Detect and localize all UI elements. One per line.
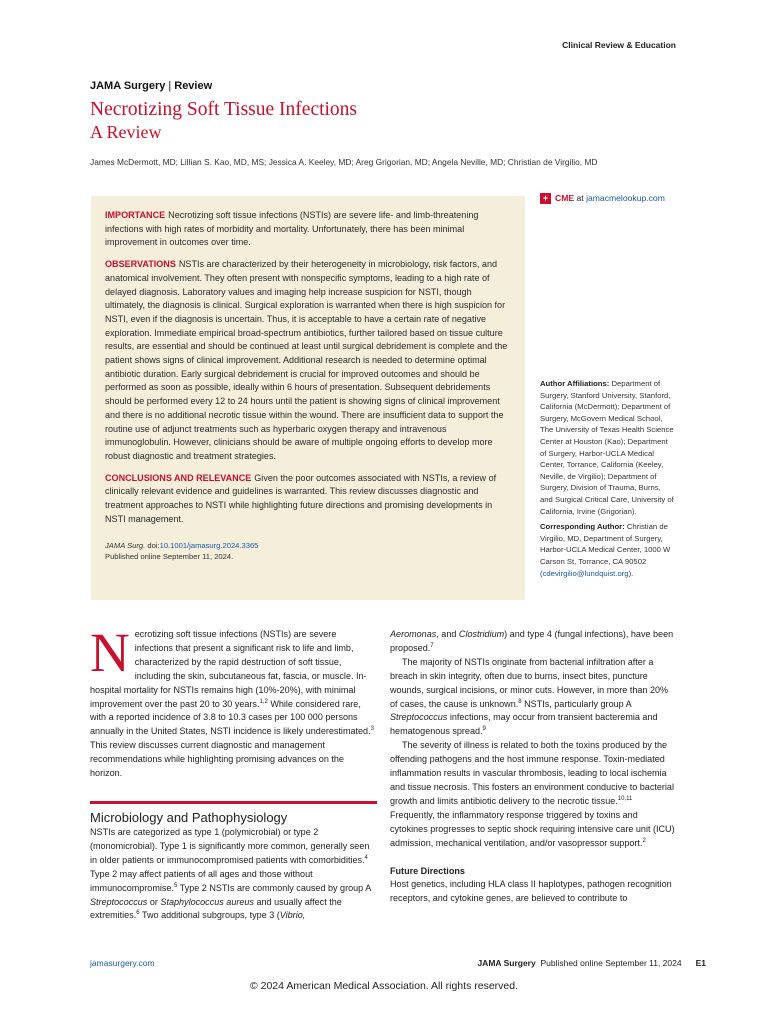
author-list: James McDermott, MD; Lillian S. Kao, MD, MS; Jessica A. Keeley, MD; Areg Grigorian, MD; Angela Neville, MD; Christian de Virgilio, MD [90, 157, 598, 167]
ref-marker: 9 [482, 726, 486, 733]
citation-doi-link[interactable]: 10.1001/jamasurg.2024.3365 [159, 541, 259, 551]
ref-marker: 8 [518, 698, 522, 705]
intro-text: ecrotizing soft tissue infections (NSTIs) are severe infections that present a significant risk to life and limb, characterized by the rapid destruction of soft tissue, including the skin, subcutaneous fat, fascia, or muscle. In-hospital mortality for NSTIs remains high (10%-20%), with minimal improvement over the past 20 to 30 years. [90, 629, 367, 709]
col2-text-1: The majority of NSTIs originate from bacterial infiltration after a breach in skin integrity, often due to burns, insect bites, puncture wounds, surgical incisions, or minor cuts. However, in more than 20% of cases, the cause is unknown. [390, 656, 669, 709]
cme-label: CME [555, 193, 575, 203]
footer-site-link[interactable]: jamasurgery.com [90, 958, 155, 968]
cme-url[interactable]: jamacmelookup.com [586, 193, 665, 203]
article-title: Necrotizing Soft Tissue Infections [90, 99, 358, 120]
journal-name: JAMA Surgery [90, 80, 166, 92]
conclusions-text: Given the poor outcomes associated with NSTIs, a review of clinically relevant evidence and guidelines is warranted. This review discusses diagnostic and treatment approaches to NSTI while highlighting future directions and promising developments in NSTI management. [105, 472, 497, 524]
affiliations-sidebar [540, 378, 675, 583]
cme-link-block[interactable] [540, 193, 665, 204]
corresponding-label: Corresponding Author: [540, 522, 625, 532]
section-label: Clinical Review & Education [562, 40, 676, 50]
col2-paragraph-0 [390, 628, 677, 656]
micro-text-5: Two additional subgroups, type 3 ( [139, 910, 280, 921]
abstract-importance [105, 209, 512, 250]
micro-text-3: Type 2 NSTIs are commonly caused by group A [177, 882, 371, 893]
ref-marker: 3 [370, 726, 374, 733]
col2-text-1c: infections, may occur from transient bacteremia and hematogenous spread. [390, 712, 658, 737]
article-subtitle: A Review [90, 122, 162, 142]
organism-name: Streptococcus [90, 896, 148, 907]
observations-label: OBSERVATIONS [105, 259, 176, 270]
micro-text-or: or [147, 896, 161, 907]
observations-text: NSTIs are characterized by their heterogeneity in microbiology, risk factors, and anatomical involvement. They often present with nonspecific symptoms, leading to a high rate of delayed diagnosis. Laboratory values and imaging help increase suspicion for NSTI, though ultimately, the diagnosis is clinical. Surgical exploration is warranted when there is high suspicion for NSTI, even if the diagnosis is uncertain. Thus, it is acceptable to have a certain rate of negative exploration. Immediate empirical broad-spectrum antibiotics, further tailored based on tissue culture results, are essential and should be continued at least until surgical debridement is complete and the patient shows signs of clinical improvement. Additional research is needed to determine optimal antibiotic duration. Early surgical debridement is crucial for improved outcomes and should be performed as soon as possible, ideally within 6 hours of presentation. Subsequent debridements should be performed every 12 to 24 hours until the patient is showing signs of clinical improvement and there is no additional necrotic tissue within the wound. There are insufficient data to support the routine use of adjunct treatments such as hyperbaric oxygen therapy and intravenous immunoglobulin. However, clinicians should be aware of multiple ongoing efforts to develop more robust diagnostic and treatment strategies. [105, 259, 508, 461]
col2-text-and: , and [436, 629, 459, 639]
col2-paragraph-1 [390, 656, 677, 739]
citation [105, 540, 512, 562]
intro-text-2: While considered rare, with a reported incidence of 3.8 to 10.3 cases per 100 000 persons annually in the United States, NSTI incidence is likely underestimated. [90, 698, 371, 737]
conclusions-label: CONCLUSIONS AND RELEVANCE [105, 472, 252, 483]
ref-marker: 1,2 [259, 698, 268, 705]
col2-text-1b: NSTIs, particularly group A [521, 698, 632, 709]
journal-separator: | [168, 80, 172, 92]
page-number: E1 [695, 958, 706, 968]
dropcap: N [90, 622, 130, 683]
affiliations-text: Department of Surgery, Stanford University, Stanford, California (McDermott); Department of Surgery, McGovern Medical School, The University of Texas Health Science Center at Houston (Kao); Department of Surgery, Harbor-UCLA Medical Center, Torrance, California (Keeley, Neville, de Virgilio); Department of Surgery, Division of Trauma, Burns, and Surgical Critical Care, University of California, Irvine (Grigorian). [540, 379, 674, 516]
micro-text-4: and usually affect the extremities. [90, 896, 342, 921]
organism-name: Staphylococcus aureus [160, 896, 254, 907]
citation-published: Published online September 11, 2024. [105, 552, 234, 562]
corresponding-text: Christian de Virgilio, MD, Department of Surgery, Harbor-UCLA Medical Center, 1000 W Carson St, Torrance, CA 90502 ( [540, 522, 671, 578]
section-rule [90, 801, 377, 804]
corresponding-end: ). [628, 568, 634, 578]
ref-marker: 7 [430, 642, 434, 649]
abstract-observations [105, 258, 512, 464]
importance-label: IMPORTANCE [105, 210, 166, 220]
abstract-conclusions [105, 472, 512, 527]
future-paragraph: Host genetics, including HLA class II haplotypes, pathogen recognition receptors, and cytokine genes, are believed to contribute to [390, 879, 672, 904]
organism-name: Aeromonas [390, 629, 437, 639]
citation-doi-prefix: doi: [147, 541, 160, 551]
ref-marker: 4 [364, 854, 368, 861]
copyright-notice: © 2024 American Medical Association. All rights reserved. [249, 980, 519, 992]
body-column-2 [390, 628, 677, 906]
intro-text-3: This review discusses current diagnostic and management recommendations while highlighting promising advances on the horizon. [90, 740, 344, 779]
micro-text: NSTIs are categorized as type 1 (polymicrobial) or type 2 (monomicrobial). Type 1 is significantly more common, generally seen in older patients or immunocompromised patients with comorbidities. [90, 827, 370, 865]
intro-paragraph [90, 622, 377, 781]
organism-name: Streptococcus [390, 712, 448, 723]
cme-plus-icon: + [540, 193, 551, 204]
cme-at: at [576, 193, 584, 203]
footer-journal-info [477, 958, 706, 968]
body-microbiology [90, 826, 377, 923]
col2-paragraph-2 [390, 739, 677, 850]
col2-text-2: The severity of illness is related to both the toxins produced by the offending pathogens and the host immune response. Toxin-mediated inflammation results in vascular thrombosis, leading to local ischemia and tissue necrosis. This fosters an environment conducive to bacterial growth and limits antibiotic delivery to the necrotic tissue. [390, 740, 674, 806]
affiliations-label: Author Affiliations: [540, 379, 610, 388]
organism-name: Vibrio, [279, 910, 306, 921]
organism-name: Clostridium [458, 629, 505, 639]
ref-marker: 2 [642, 837, 646, 844]
body-intro [90, 622, 377, 781]
corresponding-email[interactable]: cdevirgilio@lundquist.org [542, 568, 629, 578]
section-heading-microbiology: Microbiology and Pathophysiology [90, 810, 288, 825]
microbiology-paragraph [90, 826, 377, 923]
corresponding-author [540, 521, 675, 579]
article-type: Review [174, 80, 213, 92]
ref-marker: 10,11 [617, 795, 633, 802]
footer-published: Published online September 11, 2024 [540, 958, 682, 968]
subheading-future-directions: Future Directions [390, 865, 465, 876]
abstract-box [91, 196, 525, 600]
footer-journal: JAMA Surgery [477, 958, 536, 968]
affiliations [540, 378, 675, 517]
ref-marker: 5 [173, 882, 178, 889]
ref-marker: 6 [136, 910, 140, 917]
journal-line [90, 80, 212, 92]
importance-text: Necrotizing soft tissue infections (NSTIs) are severe life- and limb-threatening infections with high rates of morbidity and mortality. Unfortunately, there has been minimal improvement in outcomes over time. [105, 210, 479, 248]
micro-text-2: Type 2 may affect patients of all ages and those without immunocompromise. [90, 868, 313, 893]
col2-text-0: ) and type 4 (fungal infections), have been proposed. [390, 629, 674, 653]
col2-text-2b: Frequently, the inflammatory response triggered by toxins and cytokines progresses to septic shock requiring intensive care unit (ICU) admission, mechanical ventilation, and/or vasopressor support. [390, 809, 675, 848]
citation-journal: JAMA Surg. [105, 541, 146, 551]
